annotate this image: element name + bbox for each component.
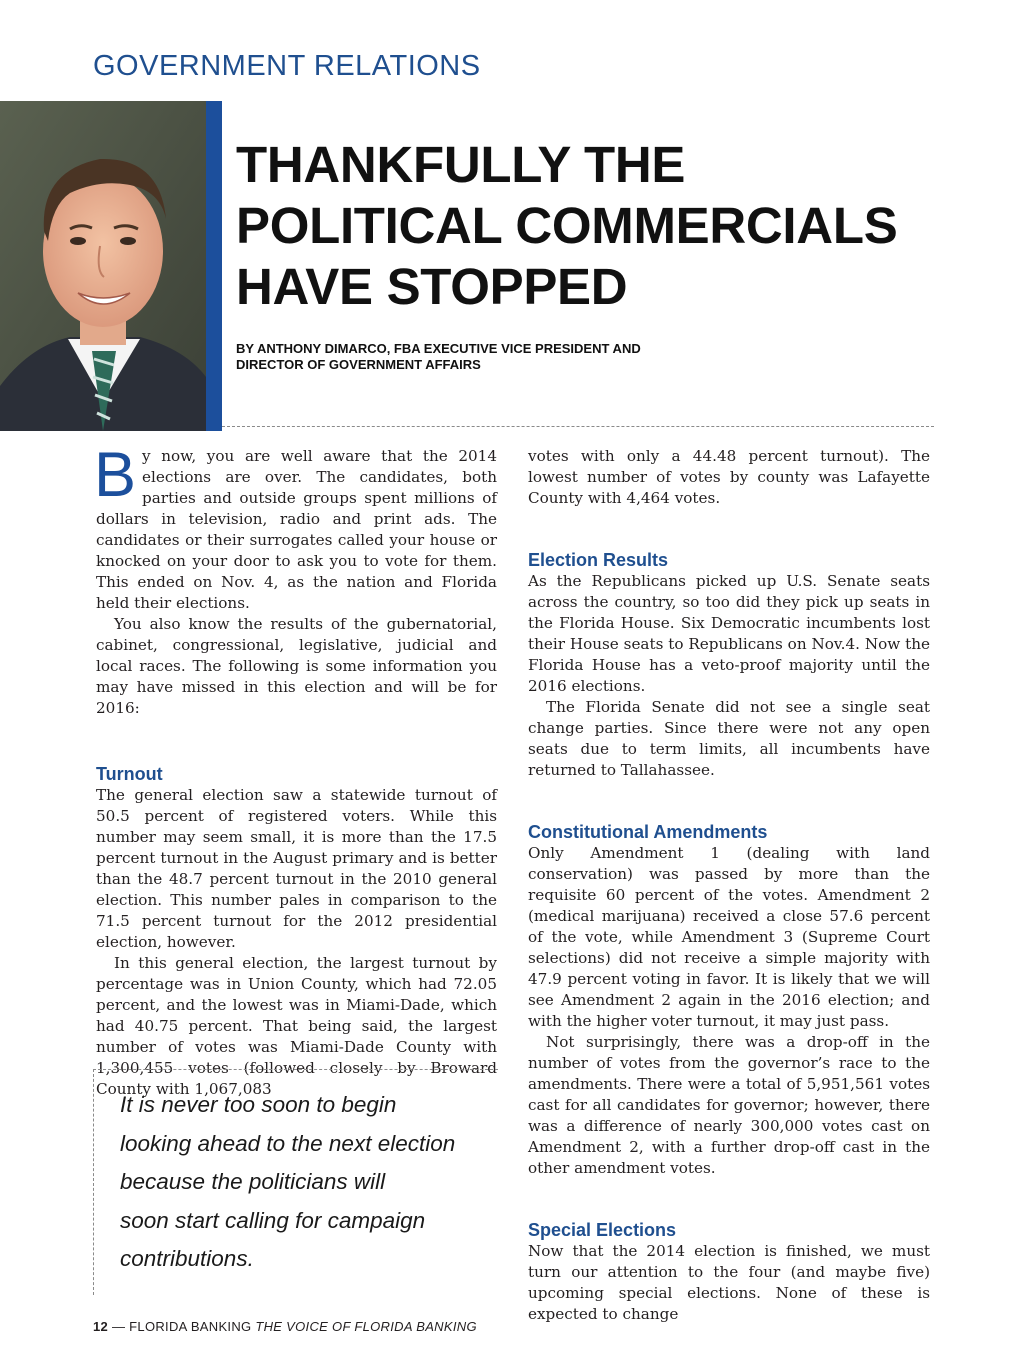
byline-line-2: DIRECTOR OF GOVERNMENT AFFAIRS [236, 357, 481, 372]
pull-quote-line-4: soon start calling for campaign [120, 1207, 426, 1233]
page-number: 12 [93, 1319, 109, 1334]
article-headline [236, 134, 996, 317]
headline-line-1: THANKFULLY THE [236, 136, 686, 193]
left-column [94, 440, 497, 1100]
turnout-heading: Turnout [96, 764, 163, 784]
section-label: GOVERNMENT RELATIONS [93, 50, 481, 82]
pull-quote-line-3: because the politicians will [120, 1169, 386, 1194]
special-elections-paragraph-1: Now that the 2014 election is finished, we must turn our attention to the four (and maybe five) upcoming special elections. None of these is expected to change [528, 1242, 930, 1323]
pull-quote [120, 1086, 500, 1279]
page-footer [93, 1319, 477, 1334]
drop-cap: B [94, 440, 137, 510]
header-divider [222, 426, 934, 427]
byline-line-1: BY ANTHONY DIMARCO, FBA EXECUTIVE VICE PRESIDENT AND [236, 341, 641, 356]
amendments-paragraph-1: Only Amendment 1 (dealing with land conservation) was passed by more than the requisite 60 percent of the votes. Amendment 2 (medical marijuana) received a close 57.6 percent of the vote, while Amendment 3 (Supreme Court selections) did not receive a simple majority with 47.9 percent voting in favor. It is likely that we will see Amendment 2 again in the 2016 election; and with the higher voter turnout, it may just pass. [528, 844, 930, 1030]
election-results-paragraph-2: The Florida Senate did not see a single seat change parties. Since there were not any open seats due to term limits, all incumbents have returned to Tallahassee. [528, 698, 930, 779]
turnout-paragraph-2: In this general election, the largest turnout by percentage was in Union County, which had 72.05 percent, and the lowest was in Miami-Dade, which had 40.75 percent. That being said, the largest number of votes was Miami-Dade County with 1,300,455 votes (followed closely by Broward County with 1,067,083 [96, 954, 497, 1098]
special-elections-heading: Special Elections [528, 1220, 677, 1240]
accent-bar [206, 101, 222, 431]
turnout-paragraph-1: The general election saw a statewide turnout of 50.5 percent of registered voters. While this number may seem small, it is more than the 17.5 percent turnout in the August primary and is better than the 48.7 percent turnout in the 2010 general election. This number pales in comparison to the 71.5 percent turnout for the 2012 presidential election, however. [96, 786, 497, 951]
author-portrait-illustration [0, 101, 206, 431]
intro-paragraph-1 [94, 440, 497, 614]
publication-tagline: THE VOICE OF FLORIDA BANKING [255, 1319, 477, 1334]
intro-text-1: y now, you are well aware that the 2014 elections are over. The candidates, both parties and outside groups spent millions of dollars in television, radio and print ads. The candidates or their surrogates called your house or knocked on your door to ask you to vote for them. This ended on Nov. 4, as the nation and Florida held their elections. [96, 447, 497, 612]
pull-quote-line-1: It is never too soon to begin [120, 1092, 397, 1117]
byline [236, 341, 796, 373]
pull-quote-line-2: looking ahead to the next election [120, 1130, 456, 1156]
intro-paragraph-2: You also know the results of the gubernatorial, cabinet, congressional, legislative, judicial and local races. The following is some information you may have missed in this election and will be for 2016: [96, 615, 497, 717]
right-column [528, 446, 930, 1325]
election-results-heading: Election Results [528, 550, 669, 570]
author-photo [0, 101, 206, 431]
publication-name: — FLORIDA BANKING [108, 1319, 256, 1334]
pull-quote-line-5: contributions. [120, 1246, 254, 1271]
amendments-paragraph-2: Not surprisingly, there was a drop-off in the number of votes from the governor’s race to the amendments. There were a total of 5,951,561 votes cast for all candidates for governor; however, there was a difference of nearly 300,000 votes cast on Amendment 2, with a further drop-off cast in the other amendment votes. [528, 1033, 930, 1177]
amendments-heading: Constitutional Amendments [528, 822, 768, 842]
headline-line-3: HAVE STOPPED [236, 258, 628, 315]
headline-line-2: POLITICAL COMMERCIALS [236, 197, 898, 254]
election-results-paragraph-1: As the Republicans picked up U.S. Senate seats across the country, so too did they pick up seats in the Florida House. Six Democratic incumbents lost their House seats to Republicans on Nov.4. Now the Florida House has a veto-proof majority until the 2016 elections. [528, 572, 930, 695]
turnout-continued: votes with only a 44.48 percent turnout). The lowest number of votes by county was Lafayette County with 4,464 votes. [528, 447, 930, 507]
